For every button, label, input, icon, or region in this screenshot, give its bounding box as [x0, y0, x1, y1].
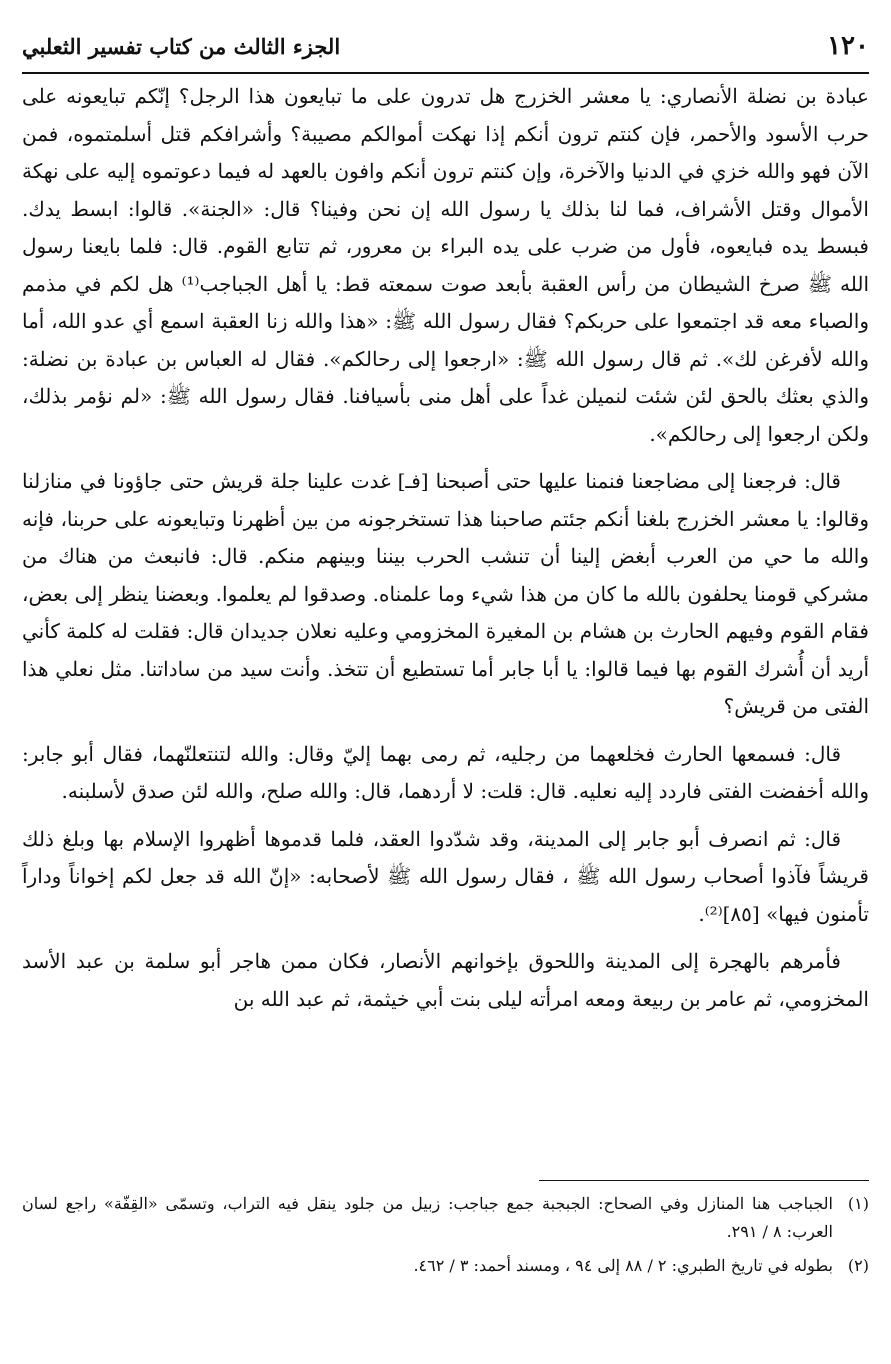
main-text — [22, 78, 869, 1018]
footnote-text: الجباجب هنا المنازل وفي الصحاح: الجبجبة جمع جباجب: زبيل من جلود ينقل فيه التراب، وتسمّى «القِفّة» راجع لسان العرب: ٨ / ٢٩١. — [22, 1194, 833, 1241]
paragraph: قال: ثم انصرف أبو جابر إلى المدينة، وقد شدّدوا العقد، فلما قدموها أظهروا الإسلام بها وبلغ ذلك قريشاً فآذوا أصحاب رسول الله ﷺ ، فقال رسول الله ﷺ لأصحابه: «إنّ الله قد جعل لكم إخواناً وداراً تأمنون فيها» [٨٥]⁽²⁾. — [22, 826, 869, 926]
footnote-text: بطوله في تاريخ الطبري: ٢ / ٨٨ إلى ٩٤ ، ومسند أحمد: ٣ / ٤٦٢. — [413, 1256, 833, 1275]
paragraph: قال: فسمعها الحارث فخلعهما من رجليه، ثم رمى بهما إليّ وقال: والله لتنتعلنّهما، فقال أبو جابر: والله أخفضت الفتى فاردد إليه نعليه. قال: قلت: لا أردهما، قال: والله صلح، والله لئن صدق لأسلبنه. — [22, 741, 869, 803]
footnote — [22, 1252, 869, 1280]
page-number: ١٢٠ — [827, 31, 869, 61]
footnote — [22, 1190, 869, 1246]
page-header — [22, 26, 869, 66]
header-divider — [22, 72, 869, 74]
paragraph: فأمرهم بالهجرة إلى المدينة واللحوق بإخوانهم الأنصار، فكان ممن هاجر أبو سلمة بن عبد الأسد المخزومي، ثم عامر بن ربيعة ومعه امرأته ليلى بنت أبي خيثمة، ثم عبد الله بن — [22, 949, 869, 1011]
footnotes — [22, 1190, 869, 1286]
running-title: الجزء الثالث من كتاب تفسير الثعلبي — [22, 33, 341, 59]
paragraph: عبادة بن نضلة الأنصاري: يا معشر الخزرج هل تدرون على ما تبايعون هذا الرجل؟ إنّكم تبايعونه على حرب الأسود والأحمر، فإن كنتم ترون أنكم إذا نهكت أموالكم مصيبة؟ وأشرافكم قتل أسلمتموه، فمن الآن فهو والله خزي في الدنيا والآخرة، وإن كنتم ترون أنكم وافون بالعهد له فيما دعوتموه إليه على نهكة الأموال وقتل الأشراف، فما لنا بذلك يا رسول الله إن نحن وفينا؟ قال: «الجنة». قالوا: ابسط يدك. فبسط يده فبايعوه، فأول من ضرب على يده البراء بن معرور، ثم تتابع القوم. قال: فلما بايعنا رسول الله ﷺ صرخ الشيطان من رأس العقبة بأبعد صوت سمعته قط: يا أهل الجباجب⁽¹⁾ هل لكم في مذمم والصباء معه قد اجتمعوا على حربكم؟ فقال رسول الله ﷺ: «هذا والله زنا العقبة اسمع أي عدو الله، أما والله لأفرغن لك». ثم قال رسول الله ﷺ: «ارجعوا إلى رحالكم». فقال له العباس بن عبادة بن نضلة: والذي بعثك بالحق لئن شئت لنميلن غداً على أهل منى بأسيافنا. فقال رسول الله ﷺ: «لم نؤمر بذلك، ولكن ارجعوا إلى رحالكم». — [22, 84, 869, 446]
footnote-divider — [539, 1180, 869, 1181]
footnote-marker: (١) — [847, 1194, 869, 1213]
footnote-marker: (٢) — [847, 1256, 869, 1275]
paragraph: قال: فرجعنا إلى مضاجعنا فنمنا عليها حتى أصبحنا [فـ] غدت علينا جلة قريش حتى جاؤونا في منازلنا وقالوا: يا معشر الخزرج بلغنا أنكم جئتم صاحبنا هذا تستخرجونه من بين أظهرنا وتبايعونه على حربنا، فإنه والله ما حي من العرب أبغض إلينا أن تنشب الحرب بيننا وبينهم منكم. قال: فانبعث من هناك من مشركي قومنا يحلفون بالله ما كان من هذا شيء وما علمناه. وصدقوا لم يعلموا. وبعضنا ينظر إلى بعض، فقام القوم وفيهم الحارث بن هشام بن المغيرة المخزومي وعليه نعلان جديدان قال: فقلت له كلمة كأني أريد أن أُشرك القوم بها فيما قالوا: يا أبا جابر أما تستطيع أن تتخذ. وأنت سيد من ساداتنا. مثل نعلي هذا الفتى من قريش؟ — [22, 469, 870, 718]
